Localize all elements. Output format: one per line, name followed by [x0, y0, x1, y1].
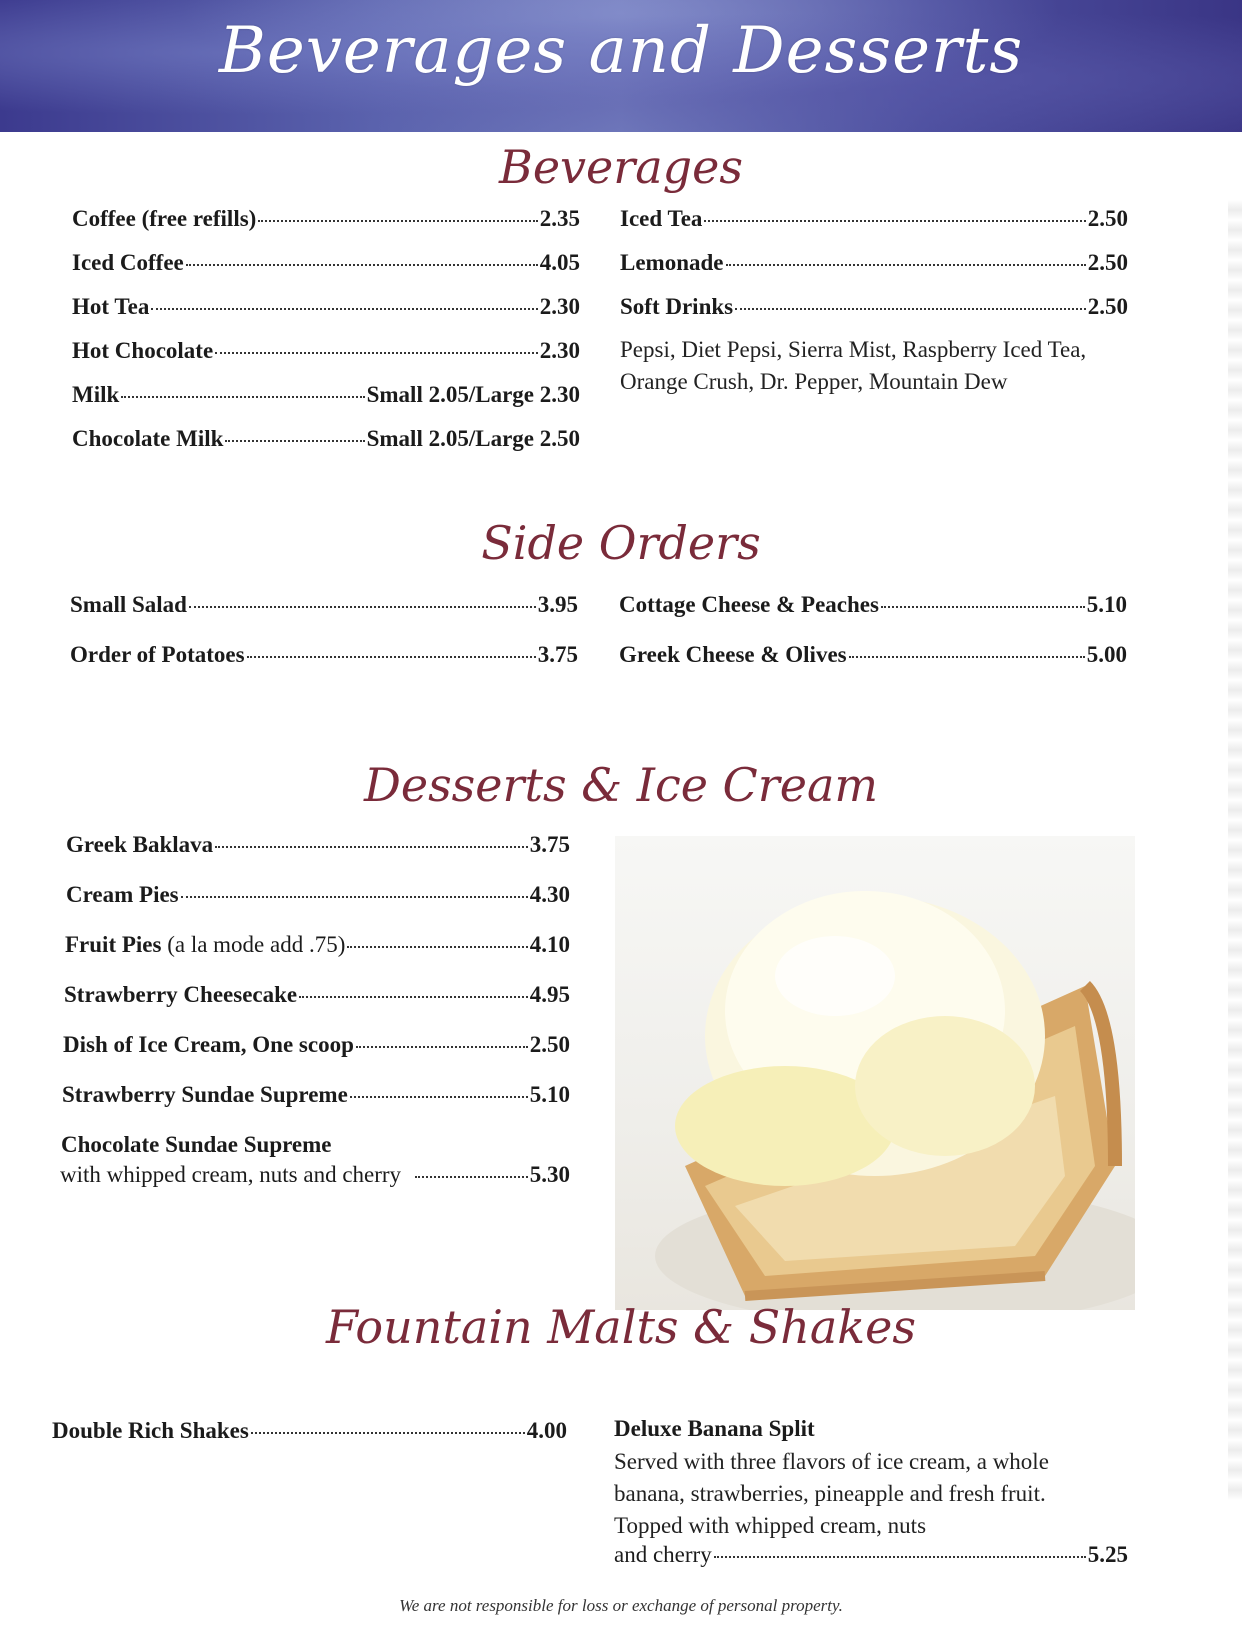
dot-leader: [181, 896, 528, 898]
dot-leader: [849, 656, 1085, 658]
item-name: Greek Baklava: [66, 832, 214, 857]
footer-disclaimer: We are not responsible for loss or exchange of personal property.: [399, 1596, 843, 1615]
dot-leader: [415, 1176, 528, 1178]
item-price: 5.10: [1086, 592, 1127, 617]
dot-leader: [121, 396, 364, 398]
menu-item: [72, 250, 580, 276]
item-name: Small Salad: [70, 592, 187, 617]
item-price: 2.50: [529, 1032, 570, 1057]
item-name: Lemonade: [620, 250, 724, 275]
menu-item: [619, 642, 1127, 668]
item-name: Dish of Ice Cream, One scoop: [63, 1032, 354, 1057]
dot-leader: [356, 1046, 528, 1048]
menu-item: [619, 592, 1127, 618]
soft-drinks-description: Orange Crush, Dr. Pepper, Mountain Dew: [620, 369, 1008, 394]
menu-item: [52, 1418, 567, 1444]
menu-item: [60, 1162, 570, 1188]
menu-item: [62, 1082, 570, 1108]
item-name: Iced Coffee: [72, 250, 184, 275]
menu-item: [72, 426, 580, 452]
banana-split-description: Topped with whipped cream, nuts: [614, 1513, 927, 1538]
dot-leader: [215, 352, 538, 354]
dot-leader: [151, 308, 537, 310]
dot-leader: [714, 1556, 1086, 1558]
desserts-heading: Desserts & Ice Cream: [363, 758, 879, 812]
menu-item: [70, 592, 578, 618]
soft-drinks-description: Pepsi, Diet Pepsi, Sierra Mist, Raspberry Iced Tea,: [620, 337, 1087, 362]
fountain-heading: Fountain Malts & Shakes: [325, 1300, 916, 1354]
menu-item: [65, 932, 570, 958]
item-price: 5.10: [529, 1082, 570, 1107]
menu-item: [72, 338, 580, 364]
item-price: 4.10: [529, 932, 570, 957]
item-price: 3.75: [529, 832, 570, 857]
item-name: Soft Drinks: [620, 294, 734, 319]
item-price: 3.95: [537, 592, 578, 617]
menu-item: [614, 1542, 1128, 1568]
menu-item: [72, 382, 580, 408]
item-name: [65, 932, 345, 958]
item-name: Iced Tea: [620, 206, 703, 231]
item-name: Cream Pies: [66, 882, 179, 907]
item-price: Small 2.05/Large 2.50: [366, 426, 580, 451]
dot-leader: [225, 440, 364, 442]
menu-item: [72, 206, 580, 232]
item-name: Hot Chocolate: [72, 338, 214, 363]
header-banner: [0, 0, 1242, 132]
item-description: with whipped cream, nuts and cherry: [60, 1162, 402, 1187]
item-name: Greek Cheese & Olives: [619, 642, 847, 667]
item-description: and cherry: [614, 1542, 712, 1567]
dot-leader: [247, 656, 536, 658]
dot-leader: [186, 264, 538, 266]
side-orders-heading: Side Orders: [481, 516, 761, 570]
banana-split-description: banana, strawberries, pineapple and fresh fruit.: [614, 1481, 1046, 1506]
item-name: Coffee (free refills): [72, 206, 257, 231]
item-name: Strawberry Cheesecake: [64, 982, 298, 1007]
menu-item: [70, 642, 578, 668]
item-name: Double Rich Shakes: [52, 1418, 249, 1443]
chocolate-sundae-name: Chocolate Sundae Supreme: [61, 1132, 332, 1157]
item-name: Order of Potatoes: [70, 642, 245, 667]
apple-pie-a-la-mode-photo: [615, 836, 1135, 1310]
dot-leader: [704, 220, 1085, 222]
menu-item: [72, 294, 580, 320]
item-name: Strawberry Sundae Supreme: [62, 1082, 348, 1107]
menu-item: [66, 832, 570, 858]
item-price: 2.30: [539, 294, 580, 319]
menu-item: [64, 982, 570, 1008]
dot-leader: [215, 846, 528, 848]
item-name: Chocolate Milk: [72, 426, 224, 451]
item-name: Hot Tea: [72, 294, 150, 319]
item-price: 2.50: [1087, 206, 1128, 231]
item-price: 3.75: [537, 642, 578, 667]
banana-split-name: Deluxe Banana Split: [614, 1416, 815, 1441]
dot-leader: [347, 946, 527, 948]
dot-leader: [350, 1096, 528, 1098]
dot-leader: [299, 996, 528, 998]
dot-leader: [189, 606, 536, 608]
item-price: 4.30: [529, 882, 570, 907]
item-price: 5.25: [1087, 1542, 1128, 1567]
dot-leader: [258, 220, 537, 222]
item-name: Cottage Cheese & Peaches: [619, 592, 879, 617]
item-price: 4.00: [526, 1418, 567, 1443]
item-price: 2.30: [539, 338, 580, 363]
menu-item: [66, 882, 570, 908]
item-price: 2.50: [1087, 250, 1128, 275]
item-name-text: Fruit Pies: [65, 932, 162, 957]
dot-leader: [881, 606, 1085, 608]
dot-leader: [726, 264, 1086, 266]
item-price: 5.30: [529, 1162, 570, 1187]
item-note: (a la mode add .75): [161, 932, 346, 957]
item-price: 2.35: [539, 206, 580, 231]
item-name: Milk: [72, 382, 120, 407]
page-title: Beverages and Desserts: [218, 14, 1024, 88]
item-price: 2.50: [1087, 294, 1128, 319]
dot-leader: [735, 308, 1086, 310]
menu-item: [620, 250, 1128, 276]
item-price: 4.95: [529, 982, 570, 1007]
menu-item: [620, 294, 1128, 320]
item-price: Small 2.05/Large 2.30: [366, 382, 580, 407]
banana-split-description: Served with three flavors of ice cream, a whole: [614, 1449, 1049, 1474]
pie-illustration: [615, 836, 1135, 1310]
menu-item: [63, 1032, 570, 1058]
menu-item: [620, 206, 1128, 232]
beverages-heading: Beverages: [499, 140, 743, 194]
dot-leader: [251, 1432, 525, 1434]
item-price: 5.00: [1086, 642, 1127, 667]
item-price: 4.05: [539, 250, 580, 275]
